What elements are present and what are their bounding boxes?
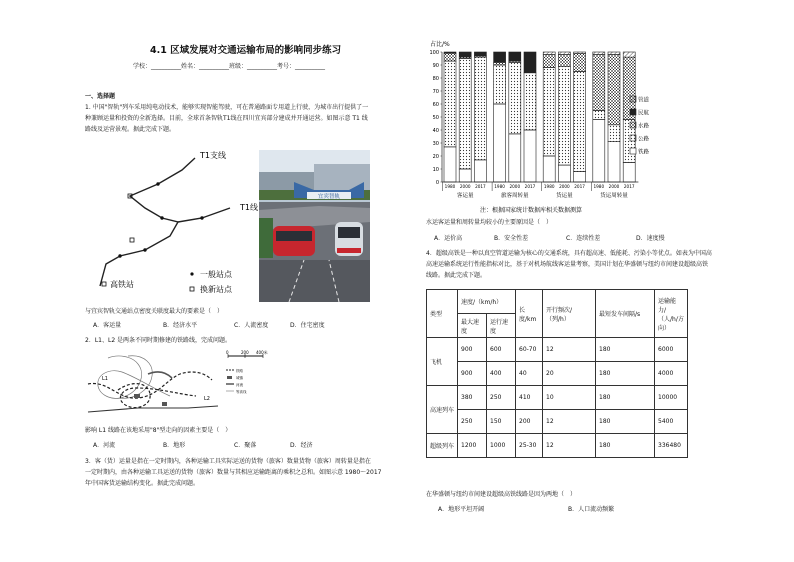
x-tick-label: 2017 — [574, 184, 585, 189]
y-tick-label: 60 — [432, 102, 439, 108]
bar-segment — [593, 52, 605, 55]
bar-segment — [494, 62, 506, 65]
legend-label: 铁路 — [638, 149, 650, 156]
legend-label: 民航 — [638, 110, 650, 117]
bar-segment — [494, 65, 506, 104]
bar-segment — [574, 72, 586, 172]
student-info-line: 学校：__________姓名：__________班级：__________考号：__________ — [133, 63, 326, 70]
bar-segment — [509, 134, 521, 182]
x-group-label: 货运量 — [556, 193, 573, 199]
bar-segment — [459, 169, 471, 182]
y-tick-label: 100 — [429, 50, 439, 56]
table-row: 900 400 40 20 180 4000 — [427, 362, 688, 386]
table-row: 250 150 200 12 180 5400 — [427, 410, 688, 434]
x-tick-label: 1980 — [593, 184, 605, 189]
bar-segment — [524, 130, 536, 182]
scale-0: 0 — [226, 350, 229, 355]
q2-legend — [226, 368, 247, 394]
bar-segment — [543, 55, 555, 68]
legend-swatch — [630, 96, 636, 102]
legend-swatch — [630, 135, 636, 141]
legend-town: 城镇 — [236, 376, 243, 380]
railway-figure8-map — [88, 350, 268, 424]
x-tick-label: 2017 — [623, 184, 635, 189]
th-max-speed: 最大速度 — [458, 314, 487, 338]
chart-note: 注：根据国家统计数据库相关数据测算 — [480, 207, 583, 214]
bar-segment — [474, 57, 486, 160]
y-tick-label: 90 — [432, 63, 439, 69]
transport-structure-chart — [414, 38, 650, 216]
bar-segment — [459, 59, 471, 170]
q2-option-a[interactable]: A．河流 — [93, 442, 116, 449]
q3-option-b[interactable]: B．安全性差 — [494, 235, 529, 242]
q2-option-c[interactable]: C．聚落 — [234, 442, 257, 449]
bar-segment — [608, 125, 620, 142]
bar-segment — [543, 68, 555, 156]
smart-rail-photo — [259, 150, 370, 302]
legend-label: 公路 — [638, 136, 650, 143]
th-speed: 速度/（km/h） — [458, 290, 516, 314]
y-tick-label: 30 — [432, 141, 439, 147]
chart-y-label: 占比/% — [430, 41, 450, 48]
bar-segment — [524, 73, 536, 130]
bar-segment — [444, 61, 456, 147]
th-frequency: 开行频次/（列/h） — [543, 290, 596, 338]
q3-question: 水运客运量和周转量均较小的主要原因是（ ） — [426, 219, 553, 226]
bar-segment — [558, 165, 570, 182]
scale-400: 400米 — [256, 350, 268, 355]
y-tick-label: 0 — [435, 180, 439, 186]
q1-option-c[interactable]: C．人流密度 — [234, 322, 269, 329]
y-tick-label: 80 — [432, 76, 439, 82]
bar-segment — [623, 52, 635, 57]
q1-stem-text: 1. 中国"智轨"列车采用纯电动技术，能够实现智能驾驶，可在普通路面专用道上行驶，为城市出行提供了一 种兼顾运量和投资的全新选择。目前，全球首条智轨T1线在四川宜宾部分建成并开通运营。如图示意 T1 线 路线及运营景观。据此完成下题。 — [85, 104, 369, 133]
section-heading: 一、选择题 — [85, 93, 116, 100]
q4-stem-text: 4．超级高铁是一种以真空管道运输为核心的交通系统，具有超高速、低能耗、污染小等优点。如表为中国高 高速运输系统运行性能指标对比，基于对机场航线客运量考察，美国计划在华盛顿与纽约市间建设超级高铁 线路。据此完成下题。 — [426, 250, 712, 279]
scale-200: 200 — [241, 350, 249, 355]
bar-segment — [558, 66, 570, 165]
th-type: 类型 — [427, 290, 458, 338]
table-row: 高速列车 380 250 410 10 180 10000 — [427, 386, 688, 410]
th-interval: 最短发车间隔/s — [596, 290, 655, 338]
bar-segment — [593, 55, 605, 111]
map-label-t1-branch: T1支线 — [200, 151, 226, 160]
bar-segment — [593, 111, 605, 120]
bar-segment — [524, 52, 536, 73]
x-group-label: 货运周转量 — [600, 193, 628, 199]
th-avg-speed: 运行速度 — [487, 314, 516, 338]
q3-option-c[interactable]: C．连续性差 — [566, 235, 601, 242]
table-row: 飞机 900 600 60-70 12 180 6000 — [427, 338, 688, 362]
q2-intro: 2．L1、L2 是两条不同时期修建的铁路线，完成问题。 — [85, 337, 232, 344]
q2-option-d[interactable]: D．经济 — [290, 442, 313, 449]
bar-segment — [558, 55, 570, 67]
q3-stem-text: 3．客（货）运量是指在一定时期内，各种运输工具实际运送的货物（旅客）数量货物（旅客）周转量是指在 一定时期内，由各种运输工具运送的货物（旅客）数量与其相应运输距离的乘积之总和。如图示意 1980～2017 年中国客货运输结构变化。据此完成问题。 — [85, 458, 382, 487]
bar-segment — [558, 52, 570, 55]
x-group-label: 客运量 — [456, 193, 474, 199]
bar-segment — [608, 52, 620, 55]
legend-contour: 等高线 — [236, 390, 247, 394]
q3-option-a[interactable]: A．运价高 — [434, 235, 463, 242]
legend-label: 水路 — [638, 123, 650, 130]
y-tick-label: 40 — [432, 128, 439, 134]
x-tick-label: 2000 — [608, 184, 620, 189]
legend-transfer-station: 换新站点 — [200, 285, 232, 294]
q2-option-b[interactable]: B．地形 — [163, 442, 186, 449]
bar-segment — [444, 147, 456, 182]
x-tick-label: 1980 — [444, 184, 456, 189]
bar-segment — [509, 62, 521, 133]
t1-route-map — [90, 146, 258, 296]
q3-option-d[interactable]: D．速度慢 — [636, 235, 665, 242]
bar-segment — [543, 156, 555, 182]
q4-question: 在华盛顿与纽约市间建设超级高铁线路是因为两地（ ） — [426, 491, 577, 498]
bar-segment — [574, 52, 586, 53]
legend-normal-station: 一般站点 — [200, 270, 232, 279]
transport-performance-table — [426, 289, 688, 458]
bar-segment — [608, 55, 620, 125]
y-tick-label: 20 — [432, 154, 439, 160]
q2-question: 影响 L1 线路在该地采用"8"型走向的因素主要是（ ） — [85, 427, 232, 434]
q1-option-b[interactable]: B．经济水平 — [163, 322, 198, 329]
bar-segment — [574, 53, 586, 71]
q1-option-d[interactable]: D．住宅密度 — [290, 322, 325, 329]
bar-segment — [444, 53, 456, 61]
x-tick-label: 2000 — [559, 184, 570, 189]
q4-option-b[interactable]: B．人口流动频繁 — [568, 506, 615, 513]
map-label-l2: L2 — [204, 396, 210, 402]
y-tick-label: 50 — [432, 115, 439, 121]
bar-segment — [574, 172, 586, 182]
page-title: 4.1 区域发展对交通运输布局的影响同步练习 — [150, 45, 342, 56]
x-tick-label: 1980 — [494, 184, 505, 189]
legend-swatch — [630, 109, 636, 115]
x-group-label: 旅客周转量 — [501, 193, 529, 199]
legend-swatch — [630, 122, 636, 128]
q4-option-a[interactable]: A．地形平坦开阔 — [438, 506, 485, 513]
th-capacity: 运输能力/（人/h/方向） — [655, 290, 688, 338]
legend-label: 管道 — [638, 97, 650, 104]
y-tick-label: 10 — [432, 167, 439, 173]
x-tick-label: 2000 — [509, 184, 521, 189]
legend-swatch — [630, 148, 636, 154]
bar-segment — [623, 163, 635, 183]
bar-segment — [459, 52, 471, 57]
x-tick-label: 2000 — [459, 184, 471, 189]
table-row: 超级列车 1200 1000 25-30 12 180 336480 — [427, 434, 688, 458]
map-label-l1: L1 — [102, 376, 108, 382]
legend-river: 河流 — [236, 383, 243, 387]
bar-segment — [444, 52, 456, 53]
bar-segment — [494, 52, 506, 62]
x-tick-label: 2017 — [524, 184, 536, 189]
map-label-hsr-station: 高铁站 — [110, 280, 134, 289]
photo-sign-text: 宜宾智轨 — [317, 194, 341, 200]
legend-railway: 铁路 — [236, 369, 243, 373]
bar-segment — [474, 160, 486, 182]
q1-option-a[interactable]: A．客运量 — [93, 322, 122, 329]
th-length: 长度/km — [516, 290, 543, 338]
bar-segment — [494, 104, 506, 182]
bar-segment — [608, 142, 620, 182]
legend-normal-station-icon — [190, 272, 193, 275]
legend-transfer-station-icon — [190, 287, 194, 291]
bar-segment — [543, 52, 555, 55]
bar-segment — [474, 52, 486, 56]
x-tick-label: 1980 — [543, 184, 555, 189]
map-label-t1: T1线 — [240, 203, 258, 212]
bar-segment — [509, 52, 521, 61]
x-tick-label: 2017 — [475, 184, 486, 189]
bar-segment — [593, 120, 605, 182]
y-tick-label: 70 — [432, 89, 439, 95]
q1-question: 与宜宾智轨交通站点密度关联度最大的要素是（ ） — [85, 308, 224, 315]
